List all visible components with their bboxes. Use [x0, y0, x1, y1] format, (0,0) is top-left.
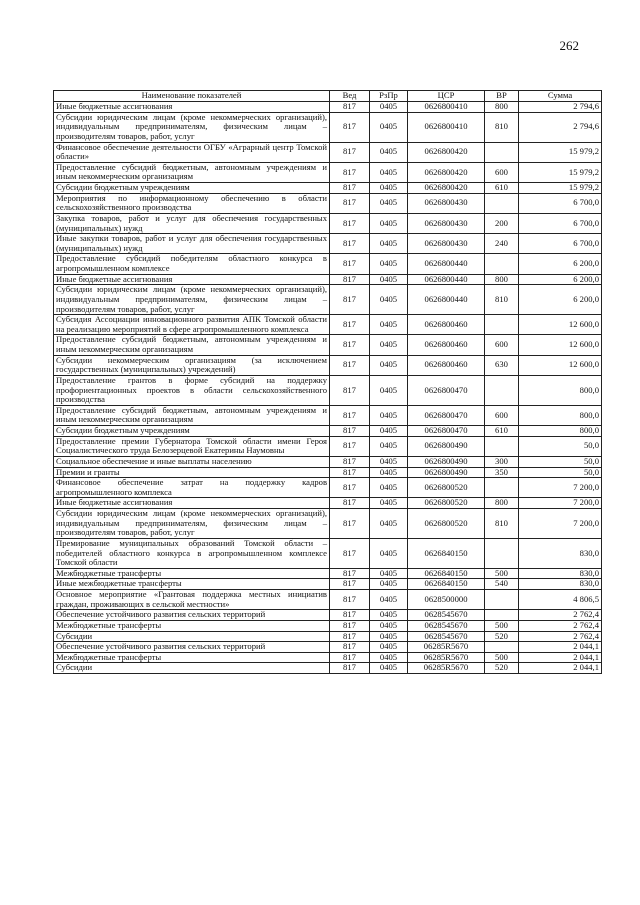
- table-row: [54, 426, 602, 437]
- row-name: Основное мероприятие «Грантовая поддержка местных инициатив граждан, проживающих в сельской местности»: [54, 590, 330, 610]
- row-vr: 240: [485, 234, 519, 254]
- row-ved: 817: [330, 274, 370, 285]
- row-vr: [485, 315, 519, 335]
- row-sum: 7 200,0: [519, 498, 602, 509]
- row-name: Субсидии бюджетным учреждениям: [54, 183, 330, 194]
- row-ved: 817: [330, 254, 370, 274]
- row-name: Социальное обеспечение и иные выплаты населению: [54, 456, 330, 467]
- table-row: [54, 436, 602, 456]
- row-csr: 0626800430: [408, 193, 485, 213]
- row-rzpr: 0405: [370, 478, 408, 498]
- row-csr: 06285R5670: [408, 663, 485, 674]
- table-row: [54, 610, 602, 621]
- row-ved: 817: [330, 162, 370, 182]
- row-csr: 0628500000: [408, 590, 485, 610]
- row-sum: 6 200,0: [519, 285, 602, 315]
- row-csr: 0626800420: [408, 162, 485, 182]
- row-name: Предоставление субсидий бюджетным, автономным учреждениям и иным некоммерческим организациям: [54, 405, 330, 425]
- row-sum: 4 806,5: [519, 590, 602, 610]
- row-ved: 817: [330, 590, 370, 610]
- row-ved: 817: [330, 335, 370, 355]
- row-ved: 817: [330, 663, 370, 674]
- table-row: [54, 254, 602, 274]
- row-sum: 6 700,0: [519, 234, 602, 254]
- row-rzpr: 0405: [370, 426, 408, 437]
- row-ved: 817: [330, 234, 370, 254]
- row-ved: 817: [330, 538, 370, 568]
- row-name: Субсидии: [54, 663, 330, 674]
- row-rzpr: 0405: [370, 663, 408, 674]
- row-ved: 817: [330, 579, 370, 590]
- row-ved: 817: [330, 315, 370, 335]
- table-row: [54, 274, 602, 285]
- row-sum: 7 200,0: [519, 478, 602, 498]
- row-ved: 817: [330, 631, 370, 642]
- row-name: Иные бюджетные ассигнования: [54, 102, 330, 113]
- row-ved: 817: [330, 498, 370, 509]
- row-sum: 6 200,0: [519, 274, 602, 285]
- row-sum: 800,0: [519, 426, 602, 437]
- row-rzpr: 0405: [370, 610, 408, 621]
- row-csr: 0626800470: [408, 375, 485, 405]
- row-vr: [485, 610, 519, 621]
- row-rzpr: 0405: [370, 375, 408, 405]
- row-name: Мероприятия по информационному обеспечению в области сельскохозяйственного производства: [54, 193, 330, 213]
- row-rzpr: 0405: [370, 183, 408, 194]
- row-csr: 0626800460: [408, 315, 485, 335]
- row-sum: 2 794,6: [519, 102, 602, 113]
- table-row: [54, 631, 602, 642]
- row-vr: [485, 538, 519, 568]
- row-vr: 540: [485, 579, 519, 590]
- row-csr: 0626800420: [408, 142, 485, 162]
- table-row: [54, 663, 602, 674]
- row-vr: 800: [485, 102, 519, 113]
- row-sum: 830,0: [519, 579, 602, 590]
- row-name: Премирование муниципальных образований Томской области – победителей областного конкурса в агропромышленном комплексе Томской области: [54, 538, 330, 568]
- row-name: Межбюджетные трансферты: [54, 620, 330, 631]
- row-sum: 2 044,1: [519, 642, 602, 653]
- row-name: Субсидии юридическим лицам (кроме некоммерческих организаций), индивидуальным предпринимателям, физическим лицам – производителям товаров, работ, услуг: [54, 112, 330, 142]
- row-vr: [485, 193, 519, 213]
- row-name: Предоставление субсидий бюджетным, автономным учреждениям и иным некоммерческим организациям: [54, 335, 330, 355]
- row-csr: 0626800410: [408, 112, 485, 142]
- row-ved: 817: [330, 285, 370, 315]
- row-name: Предоставление субсидий бюджетным, автономным учреждениям и иным некоммерческим организациям: [54, 162, 330, 182]
- row-sum: 50,0: [519, 456, 602, 467]
- table-row: [54, 112, 602, 142]
- row-ved: 817: [330, 142, 370, 162]
- row-vr: 800: [485, 274, 519, 285]
- row-rzpr: 0405: [370, 234, 408, 254]
- row-ved: 817: [330, 112, 370, 142]
- table-row: [54, 315, 602, 335]
- row-vr: 600: [485, 335, 519, 355]
- row-vr: 500: [485, 620, 519, 631]
- row-csr: 0626800440: [408, 274, 485, 285]
- row-rzpr: 0405: [370, 142, 408, 162]
- table-header-row: [54, 91, 602, 102]
- row-rzpr: 0405: [370, 112, 408, 142]
- row-vr: 800: [485, 498, 519, 509]
- table-row: [54, 579, 602, 590]
- header-vr: ВР: [485, 91, 519, 102]
- row-ved: 817: [330, 183, 370, 194]
- row-name: Предоставление субсидий победителям областного конкурса в агропромышленном комплексе: [54, 254, 330, 274]
- row-rzpr: 0405: [370, 315, 408, 335]
- row-csr: 0626800430: [408, 234, 485, 254]
- row-sum: 7 200,0: [519, 509, 602, 539]
- row-name: Финансовое обеспечение деятельности ОГБУ «Аграрный центр Томской области»: [54, 142, 330, 162]
- row-ved: 817: [330, 478, 370, 498]
- table-row: [54, 509, 602, 539]
- row-vr: 520: [485, 631, 519, 642]
- row-name: Обеспечение устойчивого развития сельских территорий: [54, 642, 330, 653]
- row-sum: 6 200,0: [519, 254, 602, 274]
- row-csr: 0626840150: [408, 579, 485, 590]
- table-row: [54, 162, 602, 182]
- row-name: Межбюджетные трансферты: [54, 652, 330, 663]
- header-sum: Сумма: [519, 91, 602, 102]
- row-ved: 817: [330, 193, 370, 213]
- row-csr: 0626840150: [408, 538, 485, 568]
- row-vr: [485, 254, 519, 274]
- row-sum: 15 979,2: [519, 142, 602, 162]
- row-sum: 15 979,2: [519, 183, 602, 194]
- row-vr: 500: [485, 652, 519, 663]
- row-vr: [485, 478, 519, 498]
- row-rzpr: 0405: [370, 498, 408, 509]
- table-row: [54, 213, 602, 233]
- row-name: Межбюджетные трансферты: [54, 568, 330, 579]
- row-rzpr: 0405: [370, 355, 408, 375]
- row-ved: 817: [330, 102, 370, 113]
- row-name: Иные бюджетные ассигнования: [54, 274, 330, 285]
- row-csr: 0626800520: [408, 509, 485, 539]
- page-number: 262: [559, 38, 579, 53]
- row-csr: 0626800520: [408, 498, 485, 509]
- table-row: [54, 405, 602, 425]
- table-row: [54, 335, 602, 355]
- row-rzpr: 0405: [370, 335, 408, 355]
- row-rzpr: 0405: [370, 509, 408, 539]
- row-sum: 2 044,1: [519, 663, 602, 674]
- row-rzpr: 0405: [370, 162, 408, 182]
- row-rzpr: 0405: [370, 102, 408, 113]
- row-sum: 50,0: [519, 467, 602, 478]
- row-sum: 2 762,4: [519, 620, 602, 631]
- table-row: [54, 652, 602, 663]
- row-name: Предоставление премии Губернатора Томской области имени Героя Социалистического труда Белозерцевой Екатерины Наумовны: [54, 436, 330, 456]
- row-ved: 817: [330, 467, 370, 478]
- row-vr: 520: [485, 663, 519, 674]
- table-row: [54, 102, 602, 113]
- row-csr: 06285R5670: [408, 652, 485, 663]
- row-vr: 500: [485, 568, 519, 579]
- row-ved: 817: [330, 568, 370, 579]
- row-csr: 0626800460: [408, 355, 485, 375]
- row-sum: 6 700,0: [519, 193, 602, 213]
- row-sum: 50,0: [519, 436, 602, 456]
- row-sum: 2 762,4: [519, 610, 602, 621]
- row-ved: 817: [330, 436, 370, 456]
- row-name: Обеспечение устойчивого развития сельских территорий: [54, 610, 330, 621]
- row-rzpr: 0405: [370, 631, 408, 642]
- table-row: [54, 142, 602, 162]
- table-row: [54, 478, 602, 498]
- row-ved: 817: [330, 456, 370, 467]
- table-row: [54, 620, 602, 631]
- table-row: [54, 467, 602, 478]
- row-name: Субсидии бюджетным учреждениям: [54, 426, 330, 437]
- row-vr: [485, 375, 519, 405]
- table-row: [54, 456, 602, 467]
- row-sum: 800,0: [519, 405, 602, 425]
- table-row: [54, 355, 602, 375]
- row-rzpr: 0405: [370, 436, 408, 456]
- row-vr: 350: [485, 467, 519, 478]
- row-sum: 12 600,0: [519, 335, 602, 355]
- row-csr: 0626800490: [408, 467, 485, 478]
- row-rzpr: 0405: [370, 620, 408, 631]
- row-vr: [485, 590, 519, 610]
- table-row: [54, 590, 602, 610]
- row-rzpr: 0405: [370, 568, 408, 579]
- row-rzpr: 0405: [370, 405, 408, 425]
- row-rzpr: 0405: [370, 538, 408, 568]
- row-vr: 600: [485, 162, 519, 182]
- row-csr: 0626800470: [408, 426, 485, 437]
- table-row: [54, 568, 602, 579]
- row-rzpr: 0405: [370, 652, 408, 663]
- row-vr: [485, 436, 519, 456]
- row-sum: 6 700,0: [519, 213, 602, 233]
- row-sum: 800,0: [519, 375, 602, 405]
- row-csr: 0626800520: [408, 478, 485, 498]
- row-csr: 0626800490: [408, 456, 485, 467]
- header-csr: ЦСР: [408, 91, 485, 102]
- row-csr: 06285R5670: [408, 642, 485, 653]
- table-row: [54, 538, 602, 568]
- row-sum: 830,0: [519, 568, 602, 579]
- row-vr: 300: [485, 456, 519, 467]
- row-sum: 15 979,2: [519, 162, 602, 182]
- header-name: Наименование показателей: [54, 91, 330, 102]
- row-ved: 817: [330, 509, 370, 539]
- table-row: [54, 498, 602, 509]
- row-csr: 0626800470: [408, 405, 485, 425]
- row-csr: 0626800460: [408, 335, 485, 355]
- row-csr: 0626800440: [408, 285, 485, 315]
- table-row: [54, 375, 602, 405]
- row-name: Закупка товаров, работ и услуг для обеспечения государственных (муниципальных) нужд: [54, 213, 330, 233]
- row-ved: 817: [330, 642, 370, 653]
- row-rzpr: 0405: [370, 213, 408, 233]
- table-row: [54, 642, 602, 653]
- row-rzpr: 0405: [370, 642, 408, 653]
- row-ved: 817: [330, 355, 370, 375]
- row-sum: 2 044,1: [519, 652, 602, 663]
- header-ved: Вед: [330, 91, 370, 102]
- row-ved: 817: [330, 610, 370, 621]
- row-name: Предоставление грантов в форме субсидий на поддержку профориентационных проектов в области сельскохозяйственного производства: [54, 375, 330, 405]
- row-rzpr: 0405: [370, 590, 408, 610]
- row-rzpr: 0405: [370, 579, 408, 590]
- row-ved: 817: [330, 375, 370, 405]
- row-sum: 2 794,6: [519, 112, 602, 142]
- row-csr: 0628545670: [408, 631, 485, 642]
- row-sum: 12 600,0: [519, 315, 602, 335]
- row-name: Иные закупки товаров, работ и услуг для обеспечения государственных (муниципальных) нужд: [54, 234, 330, 254]
- row-vr: 810: [485, 285, 519, 315]
- row-vr: 200: [485, 213, 519, 233]
- row-vr: 610: [485, 183, 519, 194]
- budget-table: [53, 90, 602, 674]
- table-body: [54, 102, 602, 674]
- row-name: Субсидии: [54, 631, 330, 642]
- row-name: Иные бюджетные ассигнования: [54, 498, 330, 509]
- row-vr: 630: [485, 355, 519, 375]
- row-csr: 0626840150: [408, 568, 485, 579]
- header-rzpr: РзПр: [370, 91, 408, 102]
- row-csr: 0628545670: [408, 610, 485, 621]
- table-row: [54, 183, 602, 194]
- row-csr: 0626800420: [408, 183, 485, 194]
- row-rzpr: 0405: [370, 285, 408, 315]
- row-rzpr: 0405: [370, 193, 408, 213]
- row-csr: 0628545670: [408, 620, 485, 631]
- row-ved: 817: [330, 652, 370, 663]
- row-vr: 810: [485, 509, 519, 539]
- row-name: Иные межбюджетные трансферты: [54, 579, 330, 590]
- row-vr: 610: [485, 426, 519, 437]
- row-rzpr: 0405: [370, 467, 408, 478]
- table-row: [54, 234, 602, 254]
- row-name: Субсидии некоммерческим организациям (за исключением государственных (муниципальных) учреждений): [54, 355, 330, 375]
- row-rzpr: 0405: [370, 456, 408, 467]
- row-sum: 2 762,4: [519, 631, 602, 642]
- row-rzpr: 0405: [370, 274, 408, 285]
- row-ved: 817: [330, 213, 370, 233]
- row-sum: 12 600,0: [519, 355, 602, 375]
- row-name: Финансовое обеспечение затрат на поддержку кадров агропромышленного комплекса: [54, 478, 330, 498]
- row-vr: [485, 142, 519, 162]
- table-row: [54, 193, 602, 213]
- row-ved: 817: [330, 620, 370, 631]
- row-vr: 600: [485, 405, 519, 425]
- row-csr: 0626800490: [408, 436, 485, 456]
- row-name: Субсидии юридическим лицам (кроме некоммерческих организаций), индивидуальным предпринимателям, физическим лицам – производителям товаров, работ, услуг: [54, 509, 330, 539]
- row-sum: 830,0: [519, 538, 602, 568]
- row-name: Субсидии юридическим лицам (кроме некоммерческих организаций), индивидуальным предпринимателям, физическим лицам – производителям товаров, работ, услуг: [54, 285, 330, 315]
- row-csr: 0626800430: [408, 213, 485, 233]
- row-csr: 0626800440: [408, 254, 485, 274]
- row-name: Субсидия Ассоциации инновационного развития АПК Томской области на реализацию мероприятий в сфере агропромышленного комплекса: [54, 315, 330, 335]
- table-row: [54, 285, 602, 315]
- row-vr: [485, 642, 519, 653]
- row-rzpr: 0405: [370, 254, 408, 274]
- row-name: Премии и гранты: [54, 467, 330, 478]
- row-ved: 817: [330, 405, 370, 425]
- row-ved: 817: [330, 426, 370, 437]
- row-vr: 810: [485, 112, 519, 142]
- row-csr: 0626800410: [408, 102, 485, 113]
